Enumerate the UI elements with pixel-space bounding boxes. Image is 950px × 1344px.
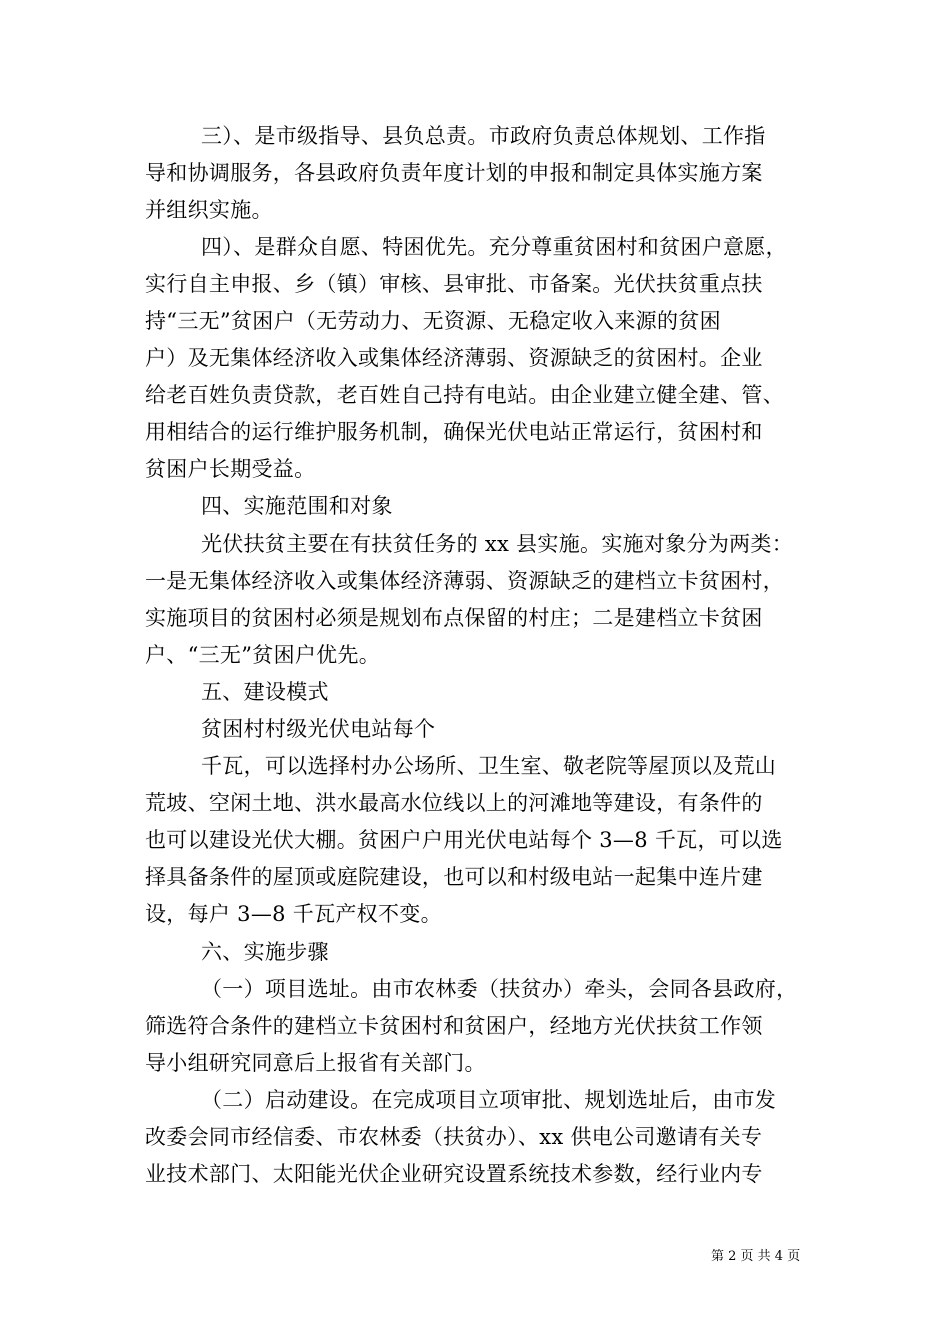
text-line: 改委会同市经信委、市农林委（扶贫办）、xx 供电公司邀请有关专 xyxy=(145,1125,763,1149)
text-line: （一）项目选址。由市农林委（扶贫办）牵头，会同各县政府， xyxy=(201,977,798,1001)
text-line: 导和协调服务，各县政府负责年度计划的申报和制定具体实施方案 xyxy=(145,161,763,185)
text-line: 给老百姓负责贷款，老百姓自己持有电站。由企业建立健全建、管、 xyxy=(145,383,784,407)
text-line: 千瓦，可以选择村办公场所、卫生室、敬老院等屋顶以及荒山 xyxy=(201,754,777,778)
text-line: 荒坡、空闲土地、洪水最高水位线以上的河滩地等建设，有条件的 xyxy=(145,791,763,815)
text-line: （二）启动建设。在完成项目立项审批、规划选址后，由市发 xyxy=(201,1088,777,1112)
text-line: 设，每户 3—8 千瓦产权不变。 xyxy=(145,902,442,926)
text-line: 择具备条件的屋顶或庭院建设，也可以和村级电站一起集中连片建 xyxy=(145,865,763,889)
text-line: 持“三无”贫困户（无劳动力、无资源、无稳定收入来源的贫困 xyxy=(145,309,721,333)
text-line: 一是无集体经济收入或集体经济薄弱、资源缺乏的建档立卡贫困村， xyxy=(145,569,784,593)
text-line: 用相结合的运行维护服务机制，确保光伏电站正常运行，贫困村和 xyxy=(145,420,763,444)
text-line: 户）及无集体经济收入或集体经济薄弱、资源缺乏的贫困村。企业 xyxy=(145,346,763,370)
text-line: 贫困村村级光伏电站每个 xyxy=(201,717,436,741)
text-line: 实施项目的贫困村必须是规划布点保留的村庄；二是建档立卡贫困 xyxy=(145,606,763,630)
text-line: 光伏扶贫主要在有扶贫任务的 xx 县实施。实施对象分为两类： xyxy=(201,532,794,556)
text-line: 实行自主申报、乡（镇）审核、县审批、市备案。光伏扶贫重点扶 xyxy=(145,272,763,296)
text-line: 并组织实施。 xyxy=(145,198,273,222)
text-line: 四）、是群众自愿、特困优先。充分尊重贫困村和贫困户意愿， xyxy=(201,235,787,259)
text-line: 导小组研究同意后上报省有关部门。 xyxy=(145,1051,486,1075)
page-number: 第 2 页 共 4 页 xyxy=(711,1249,801,1264)
text-line: 也可以建设光伏大棚。贫困户户用光伏电站每个 3—8 千瓦，可以选 xyxy=(145,828,783,852)
text-line: 贫困户长期受益。 xyxy=(145,457,316,481)
section-heading: 五、建设模式 xyxy=(201,680,329,704)
text-line: 业技术部门、太阳能光伏企业研究设置系统技术参数，经行业内专 xyxy=(145,1162,763,1186)
text-line: 三）、是市级指导、县负总责。市政府负责总体规划、工作指 xyxy=(201,124,766,148)
section-heading: 四、实施范围和对象 xyxy=(201,494,393,518)
text-line: 筛选符合条件的建档立卡贫困村和贫困户，经地方光伏扶贫工作领 xyxy=(145,1014,763,1038)
text-line: 户、“三无”贫困户优先。 xyxy=(145,643,381,667)
section-heading: 六、实施步骤 xyxy=(201,940,329,964)
